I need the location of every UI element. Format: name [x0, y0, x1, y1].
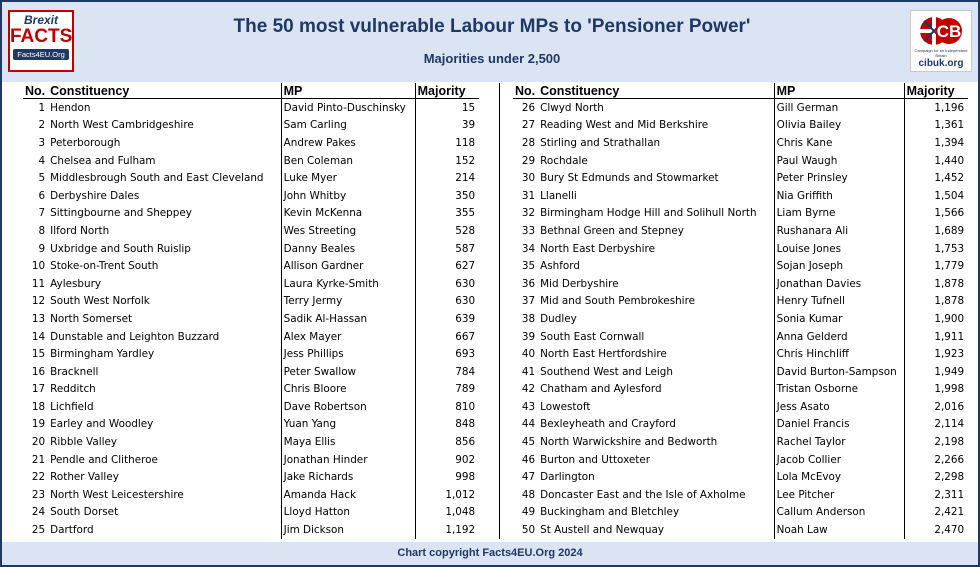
- table-row: [23, 99, 479, 117]
- mp-cell: Sojan Joseph: [774, 257, 904, 275]
- constituency-cell: Buckingham and Bletchley: [538, 504, 774, 522]
- constituency-cell: Dudley: [538, 310, 774, 328]
- constituency-cell: Bury St Edmunds and Stowmarket: [538, 169, 774, 187]
- majority-cell: 118: [455, 136, 476, 149]
- majority-cell: 789: [455, 383, 476, 396]
- mp-cell: Peter Swallow: [281, 363, 415, 381]
- constituency-cell: Ashford: [538, 257, 774, 275]
- row-number: 34: [521, 242, 536, 255]
- row-number: 23: [31, 488, 46, 501]
- row-number: 7: [38, 207, 46, 220]
- constituency-cell: North Somerset: [48, 310, 281, 328]
- col-header-no: No.: [23, 83, 48, 99]
- table-row: [23, 521, 479, 539]
- col-header-majority: Majority: [415, 83, 479, 99]
- table-row: [23, 433, 479, 451]
- page-title: The 50 most vulnerable Labour MPs to 'Pensioner Power': [233, 16, 751, 37]
- table-row: [23, 381, 479, 399]
- mp-cell: Laura Kyrke-Smith: [281, 275, 415, 293]
- row-number: 28: [521, 136, 536, 149]
- table-row: [23, 187, 479, 205]
- mp-cell: Terry Jermy: [281, 293, 415, 311]
- mp-cell: Peter Prinsley: [774, 169, 904, 187]
- row-number: 29: [521, 154, 536, 167]
- row-number: 40: [521, 348, 536, 361]
- row-number: 47: [521, 471, 536, 484]
- majority-cell: 214: [455, 172, 476, 185]
- table-row: [513, 363, 968, 381]
- table-row: [23, 363, 479, 381]
- row-number: 35: [521, 260, 536, 273]
- mp-cell: Lloyd Hatton: [281, 504, 415, 522]
- cib-tagline: Campaign for an Independent Britain: [914, 48, 968, 58]
- row-number: 2: [38, 119, 46, 132]
- table-row: [513, 293, 968, 311]
- row-number: 18: [31, 400, 46, 413]
- table-row: [23, 345, 479, 363]
- constituency-cell: Bethnal Green and Stepney: [538, 222, 774, 240]
- constituency-cell: Rother Valley: [48, 468, 281, 486]
- table-divider: [499, 83, 500, 539]
- union-flag-emblem-icon: [919, 14, 963, 48]
- row-number: 19: [31, 418, 46, 431]
- constituency-cell: Derbyshire Dales: [48, 187, 281, 205]
- mp-cell: David Burton-Sampson: [774, 363, 904, 381]
- col-header-majority: Majority: [904, 83, 968, 99]
- constituency-cell: Dartford: [48, 521, 281, 539]
- row-number: 12: [31, 295, 46, 308]
- mp-cell: Rushanara Ali: [774, 222, 904, 240]
- constituency-cell: North East Hertfordshire: [538, 345, 774, 363]
- row-number: 50: [521, 524, 536, 537]
- constituency-cell: Peterborough: [48, 134, 281, 152]
- mp-cell: David Pinto-Duschinsky: [281, 99, 415, 117]
- row-number: 42: [521, 383, 536, 396]
- majority-cell: 2,016: [934, 400, 965, 413]
- majority-cell: 1,361: [934, 119, 965, 132]
- majority-cell: 784: [455, 365, 476, 378]
- table-row: [23, 134, 479, 152]
- constituency-cell: Bexleyheath and Crayford: [538, 416, 774, 434]
- table-row: [513, 468, 968, 486]
- row-number: 13: [31, 312, 46, 325]
- mp-cell: Gill German: [774, 99, 904, 117]
- emblem-letters: CB: [936, 22, 962, 41]
- table-row: [513, 486, 968, 504]
- col-header-no: No.: [513, 83, 538, 99]
- logo-line-3: Facts4EU.Org: [13, 49, 69, 60]
- mp-cell: Ben Coleman: [281, 152, 415, 170]
- col-header-constituency: Constituency: [48, 83, 281, 99]
- mp-cell: Henry Tufnell: [774, 293, 904, 311]
- table-row: [513, 381, 968, 399]
- row-number: 24: [31, 506, 46, 519]
- table-row: [23, 169, 479, 187]
- row-number: 26: [521, 101, 536, 114]
- mp-cell: Chris Hinchliff: [774, 345, 904, 363]
- mp-cell: Jess Asato: [774, 398, 904, 416]
- mp-cell: Lee Pitcher: [774, 486, 904, 504]
- constituency-cell: Dunstable and Leighton Buzzard: [48, 328, 281, 346]
- majority-cell: 1,911: [934, 330, 965, 343]
- row-number: 44: [521, 418, 536, 431]
- row-number: 4: [38, 154, 46, 167]
- table-row: [23, 117, 479, 135]
- mp-cell: Allison Gardner: [281, 257, 415, 275]
- row-number: 20: [31, 436, 46, 449]
- constituency-cell: Ribble Valley: [48, 433, 281, 451]
- row-number: 31: [521, 189, 536, 202]
- majority-cell: 2,311: [934, 488, 965, 501]
- cib-url: cibuk.org: [918, 58, 964, 69]
- majority-cell: 1,949: [934, 365, 965, 378]
- row-number: 41: [521, 365, 536, 378]
- majority-cell: 355: [455, 207, 476, 220]
- mp-cell: Amanda Hack: [281, 486, 415, 504]
- col-header-mp: MP: [774, 83, 904, 99]
- majority-cell: 639: [455, 312, 476, 325]
- mp-cell: Callum Anderson: [774, 504, 904, 522]
- constituency-cell: Clwyd North: [538, 99, 774, 117]
- mp-cell: Luke Myer: [281, 169, 415, 187]
- mp-cell: Jake Richards: [281, 468, 415, 486]
- table-row: [513, 433, 968, 451]
- constituency-cell: South West Norfolk: [48, 293, 281, 311]
- table-row: [513, 187, 968, 205]
- table-row: [23, 293, 479, 311]
- row-number: 22: [31, 471, 46, 484]
- header: [2, 2, 978, 82]
- constituency-cell: Southend West and Leigh: [538, 363, 774, 381]
- table-row: [23, 222, 479, 240]
- majority-cell: 528: [455, 224, 476, 237]
- mp-table-right: [513, 83, 968, 539]
- table-row: [23, 504, 479, 522]
- row-number: 16: [31, 365, 46, 378]
- table-row: [23, 468, 479, 486]
- mp-cell: Liam Byrne: [774, 205, 904, 223]
- table-row: [513, 275, 968, 293]
- row-number: 5: [38, 172, 46, 185]
- mp-cell: Alex Mayer: [281, 328, 415, 346]
- row-number: 36: [521, 277, 536, 290]
- table-row: [513, 310, 968, 328]
- mp-cell: Louise Jones: [774, 240, 904, 258]
- majority-cell: 1,878: [934, 295, 965, 308]
- page-subtitle: Majorities under 2,500: [423, 51, 561, 66]
- mp-cell: Kevin McKenna: [281, 205, 415, 223]
- row-number: 27: [521, 119, 536, 132]
- mp-cell: Jim Dickson: [281, 521, 415, 539]
- table-row: [23, 240, 479, 258]
- constituency-cell: Birmingham Yardley: [48, 345, 281, 363]
- mp-cell: Danny Beales: [281, 240, 415, 258]
- row-number: 9: [38, 242, 46, 255]
- majority-cell: 350: [455, 189, 476, 202]
- row-number: 17: [31, 383, 46, 396]
- majority-cell: 2,266: [934, 453, 965, 466]
- majority-cell: 810: [455, 400, 476, 413]
- row-number: 3: [38, 136, 46, 149]
- row-number: 1: [38, 101, 46, 114]
- row-number: 21: [31, 453, 46, 466]
- majority-cell: 1,440: [934, 154, 965, 167]
- majority-cell: 693: [455, 348, 476, 361]
- constituency-cell: Pendle and Clitheroe: [48, 451, 281, 469]
- majority-cell: 630: [455, 277, 476, 290]
- constituency-cell: Middlesbrough South and East Cleveland: [48, 169, 281, 187]
- constituency-cell: Aylesbury: [48, 275, 281, 293]
- mp-cell: Tristan Osborne: [774, 381, 904, 399]
- constituency-cell: North West Leicestershire: [48, 486, 281, 504]
- table-row: [513, 222, 968, 240]
- majority-cell: 587: [455, 242, 476, 255]
- mp-cell: Maya Ellis: [281, 433, 415, 451]
- mp-cell: Anna Gelderd: [774, 328, 904, 346]
- majority-cell: 1,394: [934, 136, 965, 149]
- table-row: [513, 328, 968, 346]
- majority-cell: 1,048: [445, 506, 476, 519]
- constituency-cell: South East Cornwall: [538, 328, 774, 346]
- table-row: [23, 328, 479, 346]
- row-number: 39: [521, 330, 536, 343]
- constituency-cell: South Dorset: [48, 504, 281, 522]
- row-number: 33: [521, 224, 536, 237]
- majority-cell: 1,878: [934, 277, 965, 290]
- majority-cell: 1,196: [934, 101, 965, 114]
- majority-cell: 627: [455, 260, 476, 273]
- majority-cell: 856: [455, 436, 476, 449]
- constituency-cell: Lichfield: [48, 398, 281, 416]
- table-row: [23, 205, 479, 223]
- majority-cell: 152: [455, 154, 476, 167]
- row-number: 38: [521, 312, 536, 325]
- constituency-cell: North East Derbyshire: [538, 240, 774, 258]
- table-row: [513, 416, 968, 434]
- constituency-cell: St Austell and Newquay: [538, 521, 774, 539]
- majority-cell: 39: [461, 119, 476, 132]
- table-row: [513, 134, 968, 152]
- mp-cell: Dave Robertson: [281, 398, 415, 416]
- majority-cell: 667: [455, 330, 476, 343]
- constituency-cell: Stoke-on-Trent South: [48, 257, 281, 275]
- table-row: [513, 521, 968, 539]
- constituency-cell: Uxbridge and South Ruislip: [48, 240, 281, 258]
- majority-cell: 2,114: [934, 418, 965, 431]
- brexit-facts-logo: [8, 10, 74, 72]
- majority-cell: 2,421: [934, 506, 965, 519]
- constituency-cell: Lowestoft: [538, 398, 774, 416]
- logo-line-1: Brexit: [23, 13, 58, 27]
- constituency-cell: Stirling and Strathallan: [538, 134, 774, 152]
- table-row: [23, 398, 479, 416]
- majority-cell: 1,192: [445, 524, 476, 537]
- row-number: 14: [31, 330, 46, 343]
- mp-cell: Sadik Al-Hassan: [281, 310, 415, 328]
- constituency-cell: Birmingham Hodge Hill and Solihull North: [538, 205, 774, 223]
- majority-cell: 630: [455, 295, 476, 308]
- constituency-cell: Darlington: [538, 468, 774, 486]
- row-number: 49: [521, 506, 536, 519]
- row-number: 10: [31, 260, 46, 273]
- mp-cell: John Whitby: [281, 187, 415, 205]
- mp-cell: Chris Bloore: [281, 381, 415, 399]
- constituency-cell: Chatham and Aylesford: [538, 381, 774, 399]
- constituency-cell: Rochdale: [538, 152, 774, 170]
- row-number: 11: [31, 277, 46, 290]
- mp-cell: Sam Carling: [281, 117, 415, 135]
- constituency-cell: Bracknell: [48, 363, 281, 381]
- table-row: [513, 451, 968, 469]
- majority-cell: 902: [455, 453, 476, 466]
- mp-table-left: [23, 83, 479, 539]
- majority-cell: 1,779: [934, 260, 965, 273]
- majority-cell: 998: [455, 471, 476, 484]
- col-header-constituency: Constituency: [538, 83, 774, 99]
- constituency-cell: Reading West and Mid Berkshire: [538, 117, 774, 135]
- table-row: [513, 240, 968, 258]
- constituency-cell: North Warwickshire and Bedworth: [538, 433, 774, 451]
- table-row: [513, 345, 968, 363]
- row-number: 32: [521, 207, 536, 220]
- table-row: [513, 117, 968, 135]
- mp-cell: Daniel Francis: [774, 416, 904, 434]
- mp-cell: Wes Streeting: [281, 222, 415, 240]
- mp-cell: Sonia Kumar: [774, 310, 904, 328]
- constituency-cell: Ilford North: [48, 222, 281, 240]
- majority-cell: 1,689: [934, 224, 965, 237]
- majority-cell: 2,298: [934, 471, 965, 484]
- table-row: [23, 257, 479, 275]
- majority-cell: 1,566: [934, 207, 965, 220]
- majority-cell: 2,470: [934, 524, 965, 537]
- constituency-cell: Chelsea and Fulham: [48, 152, 281, 170]
- footer-copyright: Chart copyright Facts4EU.Org 2024: [2, 542, 978, 565]
- logo-line-2: FACTS: [10, 26, 73, 47]
- table-row: [513, 398, 968, 416]
- row-number: 6: [38, 189, 46, 202]
- constituency-cell: Burton and Uttoxeter: [538, 451, 774, 469]
- constituency-cell: Mid Derbyshire: [538, 275, 774, 293]
- majority-cell: 1,012: [445, 488, 476, 501]
- table-row: [23, 451, 479, 469]
- table-header-row: [23, 83, 479, 99]
- constituency-cell: Doncaster East and the Isle of Axholme: [538, 486, 774, 504]
- table-row: [513, 99, 968, 117]
- constituency-cell: Hendon: [48, 99, 281, 117]
- mp-cell: Jonathan Davies: [774, 275, 904, 293]
- mp-cell: Jess Phillips: [281, 345, 415, 363]
- mp-cell: Chris Kane: [774, 134, 904, 152]
- majority-cell: 1,900: [934, 312, 965, 325]
- mp-cell: Olivia Bailey: [774, 117, 904, 135]
- majority-cell: 15: [461, 101, 476, 114]
- col-header-mp: MP: [281, 83, 415, 99]
- constituency-cell: Earley and Woodley: [48, 416, 281, 434]
- table-row: [513, 205, 968, 223]
- row-number: 45: [521, 436, 536, 449]
- majority-cell: 1,923: [934, 348, 965, 361]
- row-number: 48: [521, 488, 536, 501]
- majority-cell: 1,998: [934, 383, 965, 396]
- majority-cell: 2,198: [934, 436, 965, 449]
- constituency-cell: Sittingbourne and Sheppey: [48, 205, 281, 223]
- row-number: 25: [31, 524, 46, 537]
- cib-logo: [910, 10, 972, 72]
- table-row: [513, 504, 968, 522]
- mp-cell: Jacob Collier: [774, 451, 904, 469]
- mp-cell: Jonathan Hinder: [281, 451, 415, 469]
- row-number: 8: [38, 224, 46, 237]
- constituency-cell: Mid and South Pembrokeshire: [538, 293, 774, 311]
- table-row: [513, 152, 968, 170]
- row-number: 15: [31, 348, 46, 361]
- table-row: [513, 169, 968, 187]
- table-row: [513, 257, 968, 275]
- majority-cell: 1,753: [934, 242, 965, 255]
- table-row: [23, 310, 479, 328]
- table-row: [23, 416, 479, 434]
- constituency-cell: Llanelli: [538, 187, 774, 205]
- table-header-row: [513, 83, 968, 99]
- mp-cell: Rachel Taylor: [774, 433, 904, 451]
- mp-cell: Paul Waugh: [774, 152, 904, 170]
- mp-cell: Andrew Pakes: [281, 134, 415, 152]
- row-number: 37: [521, 295, 536, 308]
- row-number: 46: [521, 453, 536, 466]
- mp-cell: Lola McEvoy: [774, 468, 904, 486]
- table-row: [23, 486, 479, 504]
- mp-cell: Yuan Yang: [281, 416, 415, 434]
- constituency-cell: North West Cambridgeshire: [48, 117, 281, 135]
- majority-cell: 848: [455, 418, 476, 431]
- table-row: [23, 275, 479, 293]
- row-number: 43: [521, 400, 536, 413]
- table-row: [23, 152, 479, 170]
- majority-cell: 1,452: [934, 172, 965, 185]
- majority-cell: 1,504: [934, 189, 965, 202]
- mp-cell: Noah Law: [774, 521, 904, 539]
- row-number: 30: [521, 172, 536, 185]
- mp-cell: Nia Griffith: [774, 187, 904, 205]
- constituency-cell: Redditch: [48, 381, 281, 399]
